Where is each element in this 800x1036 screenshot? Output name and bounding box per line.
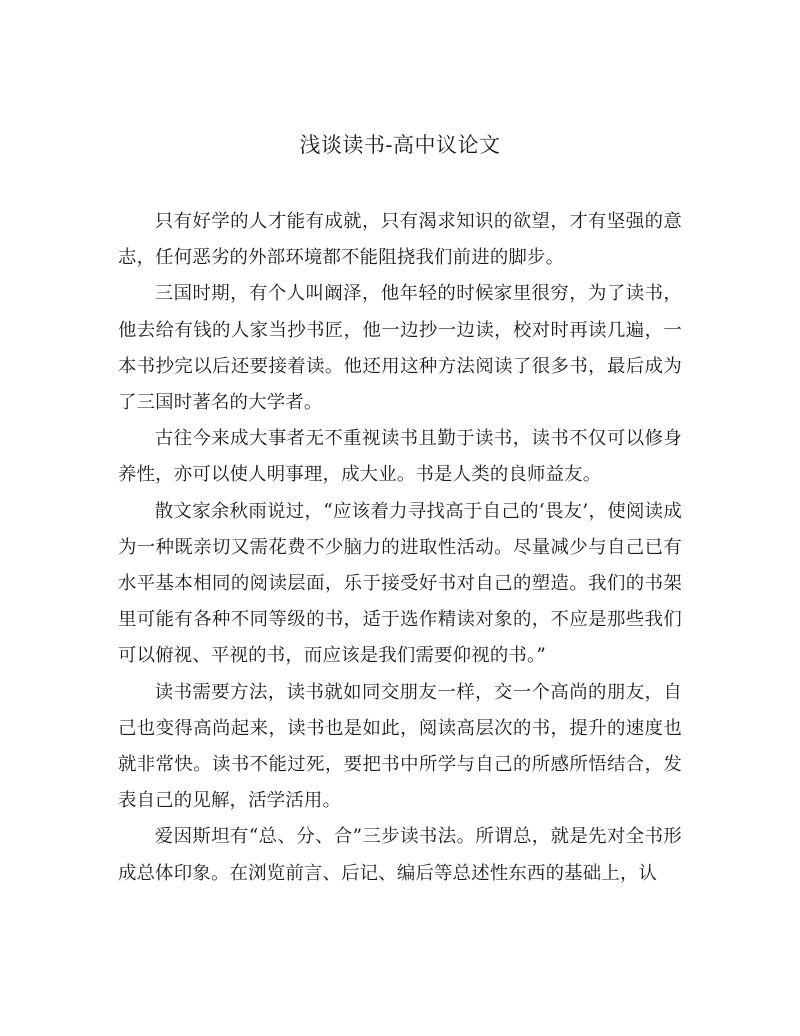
- paragraph: 三国时期，有个人叫阚泽，他年轻的时候家里很穷，为了读书，他去给有钱的人家当抄书匠，他一边抄一边读，校对时再读几遍，一本书抄完以后还要接着读。他还用这种方法阅读了很多书，最后成为了三国时著名的大学者。: [118, 283, 682, 414]
- document-title: 浅谈读书-高中议论文: [299, 133, 501, 157]
- document-body: [118, 204, 682, 892]
- paragraph: 只有好学的人才能有成就，只有渴求知识的欲望，才有坚强的意志，任何恶劣的外部环境都不能阻挠我们前进的脚步。: [118, 211, 682, 269]
- paragraph: 爱因斯坦有“总、分、合”三步读书法。所谓总，就是先对全书形成总体印象。在浏览前言、后记、编后等总述性东西的基础上，认: [118, 826, 682, 884]
- paragraph: 读书需要方法，读书就如同交朋友一样，交一个高尚的朋友，自己也变得高尚起来，读书也是如此，阅读高层次的书，提升的速度也就非常快。读书不能过死，要把书中所学与自己的所感所悟结合，发表自己的见解，活学活用。: [118, 681, 682, 812]
- paragraph: 古往今来成大事者无不重视读书且勤于读书，读书不仅可以修身养性，亦可以使人明事理，成大业。书是人类的良师益友。: [118, 428, 682, 486]
- paragraph: 散文家余秋雨说过，“应该着力寻找高于自己的‘畏友’，使阅读成为一种既亲切又需花费不少脑力的进取性活动。尽量减少与自己已有水平基本相同的阅读层面，乐于接受好书对自己的塑造。我们的书架里可能有各种不同等级的书，适于选作精读对象的，不应是那些我们可以俯视、平视的书，而应该是我们需要仰视的书。”: [118, 500, 682, 667]
